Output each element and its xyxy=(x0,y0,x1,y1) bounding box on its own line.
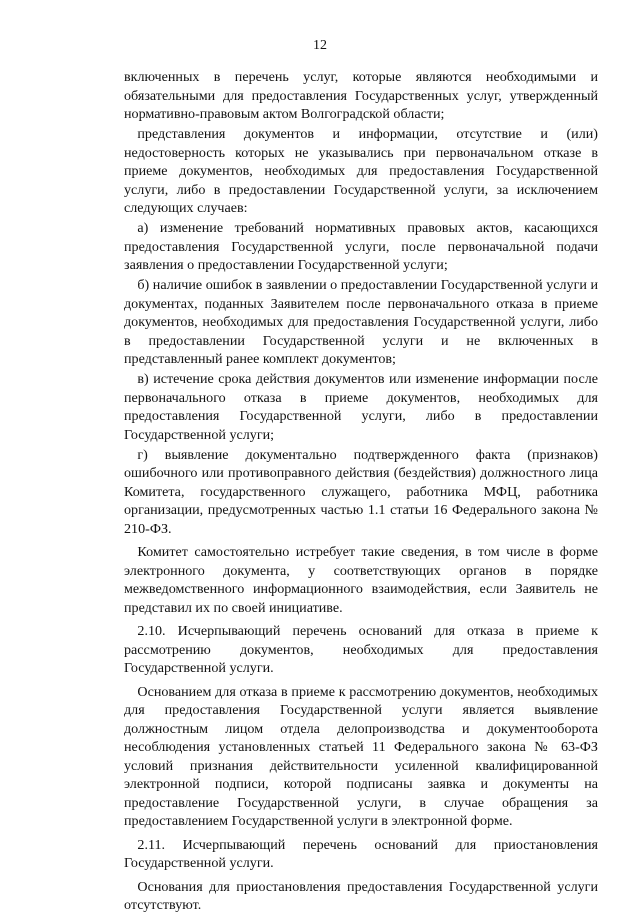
paragraph-documents-info: представления документов и информации, отсутствие и (или) недостоверность которых не указывались при первоначальном отказе в приеме документов, необходимых для предоставления Государственной услуги, либо в предоставлении Государственной услуги, за исключением следующих случаев: xyxy=(124,126,598,216)
paragraph-case-a: а) изменение требований нормативных правовых актов, касающихся предоставления Государственной услуги, после первоначальной подачи заявления о предоставлении Государственной услуги; xyxy=(124,220,598,273)
section-heading-2-10: 2.10. Исчерпывающий перечень оснований для отказа в приеме к рассмотрению документов, необходимых для предоставления Государственной услуги. xyxy=(124,623,598,676)
paragraph-suspension-grounds: Основания для приостановления предоставления Государственной услуги отсутствуют. xyxy=(124,878,598,913)
paragraph-case-g: г) выявление документально подтвержденного факта (признаков) ошибочного или противоправного действия (бездействия) должностного лица Комитета, государственного служащего, работника МФЦ, работника организации, предусмотренных частью 1.1 статьи 16 Федерального закона № 210-ФЗ. xyxy=(124,446,598,537)
page-number: 12 xyxy=(313,38,327,53)
paragraph-refusal-grounds: Основанием для отказа в приеме к рассмотрению документов, необходимых для предоставления Государственной услуги является выявление должностным лицом отдела делопроизводства и документооборота несоблюдения установленных статьей 11 Федерального закона № 63-ФЗ условий признания действительности усиленной квалифицированной электронной подписи, которой подписаны заявка и документы на предоставление Государственной услуги, в случае обращения за предоставлением Государственной услуги в электронной форме. xyxy=(124,683,598,829)
paragraph-committee-requests: Комитет самостоятельно истребует такие сведения, в том числе в форме электронного документа, у соответствующих органов в порядке межведомственного информационного взаимодействия, если Заявитель не представил их по своей инициативе. xyxy=(124,544,598,616)
document-body xyxy=(124,68,598,916)
section-heading-2-11: 2.11. Исчерпывающий перечень оснований для приостановления Государственной услуги. xyxy=(124,836,598,871)
paragraph-continuation: включенных в перечень услуг, которые являются необходимыми и обязательными для предоставления Государственных услуг, утвержденный нормативно-правовым актом Волгоградской области; xyxy=(124,69,598,122)
paragraph-case-b: б) наличие ошибок в заявлении о предоставлении Государственной услуги и документах, поданных Заявителем после первоначального отказа в приеме документов, необходимых для предоставления Государственной услуги, либо в предоставлении Государственной услуги и не включенных в представленный ранее комплект документов; xyxy=(124,277,598,367)
paragraph-case-v: в) истечение срока действия документов или изменение информации после первоначального отказа в приеме документов, необходимых для предоставления Государственной услуги, либо в предоставлении Государственной услуги; xyxy=(124,371,598,443)
